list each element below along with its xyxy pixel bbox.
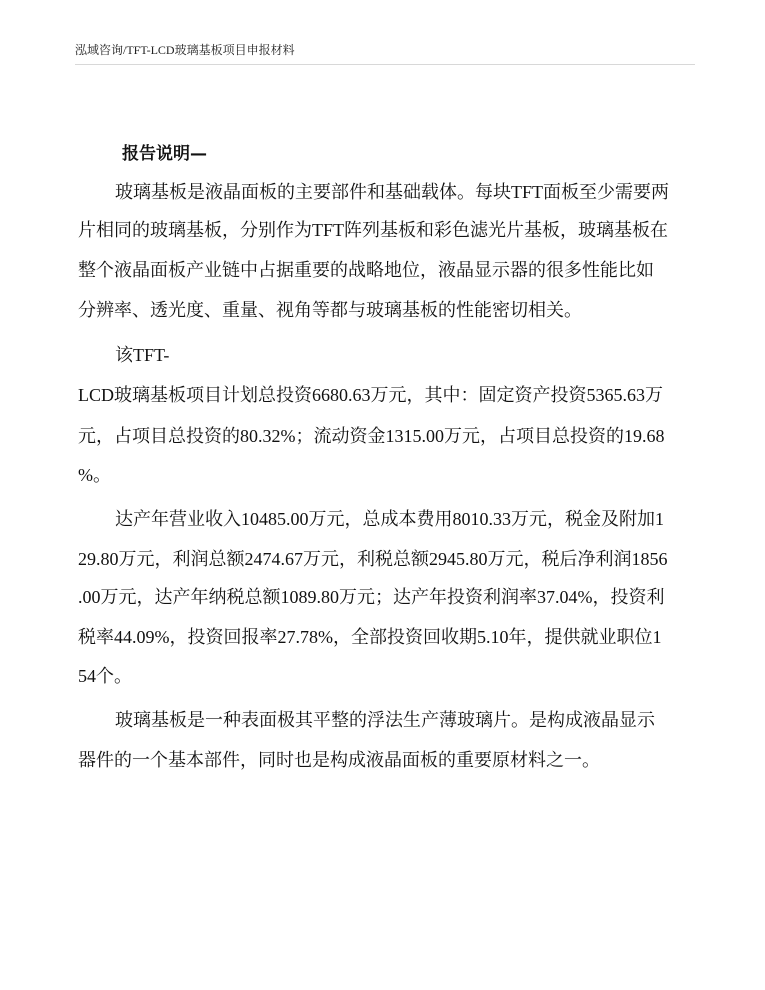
- paragraph-line: .00万元，达产年纳税总额1089.80万元；达产年投资利润率37.04%，投资利: [78, 587, 665, 607]
- paragraph-line: %。: [78, 465, 111, 485]
- paragraph-line: 税率44.09%，投资回报率27.78%，全部投资回收期5.10年，提供就业职位1: [78, 627, 662, 647]
- page-header: 泓域咨询/TFT-LCD玻璃基板项目申报材料: [75, 42, 695, 65]
- paragraph-line: 整个液晶面板产业链中占据重要的战略地位，液晶显示器的很多性能比如: [78, 260, 654, 280]
- paragraph-line: 54个。: [78, 666, 132, 686]
- paragraph-line: LCD玻璃基板项目计划总投资6680.63万元，其中：固定资产投资5365.63万: [78, 385, 663, 405]
- paragraph-line: 该TFT-: [115, 345, 170, 365]
- paragraph-line: 器件的一个基本部件，同时也是构成液晶面板的重要原材料之一。: [78, 750, 600, 770]
- paragraph-line: 29.80万元，利润总额2474.67万元，利税总额2945.80万元，税后净利润1856: [78, 549, 668, 569]
- paragraph-line: 玻璃基板是一种表面极其平整的浮法生产薄玻璃片。是构成液晶显示: [115, 710, 655, 730]
- section-heading: 报告说明—: [122, 144, 207, 164]
- paragraph-line: 分辨率、透光度、重量、视角等都与玻璃基板的性能密切相关。: [78, 300, 582, 320]
- paragraph-line: 玻璃基板是液晶面板的主要部件和基础载体。每块TFT面板至少需要两: [115, 182, 669, 202]
- paragraph-line: 元，占项目总投资的80.32%；流动资金1315.00万元，占项目总投资的19.68: [78, 426, 665, 446]
- paragraph-line: 达产年营业收入10485.00万元，总成本费用8010.33万元，税金及附加1: [115, 509, 664, 529]
- paragraph-line: 片相同的玻璃基板，分别作为TFT阵列基板和彩色滤光片基板，玻璃基板在: [78, 220, 668, 240]
